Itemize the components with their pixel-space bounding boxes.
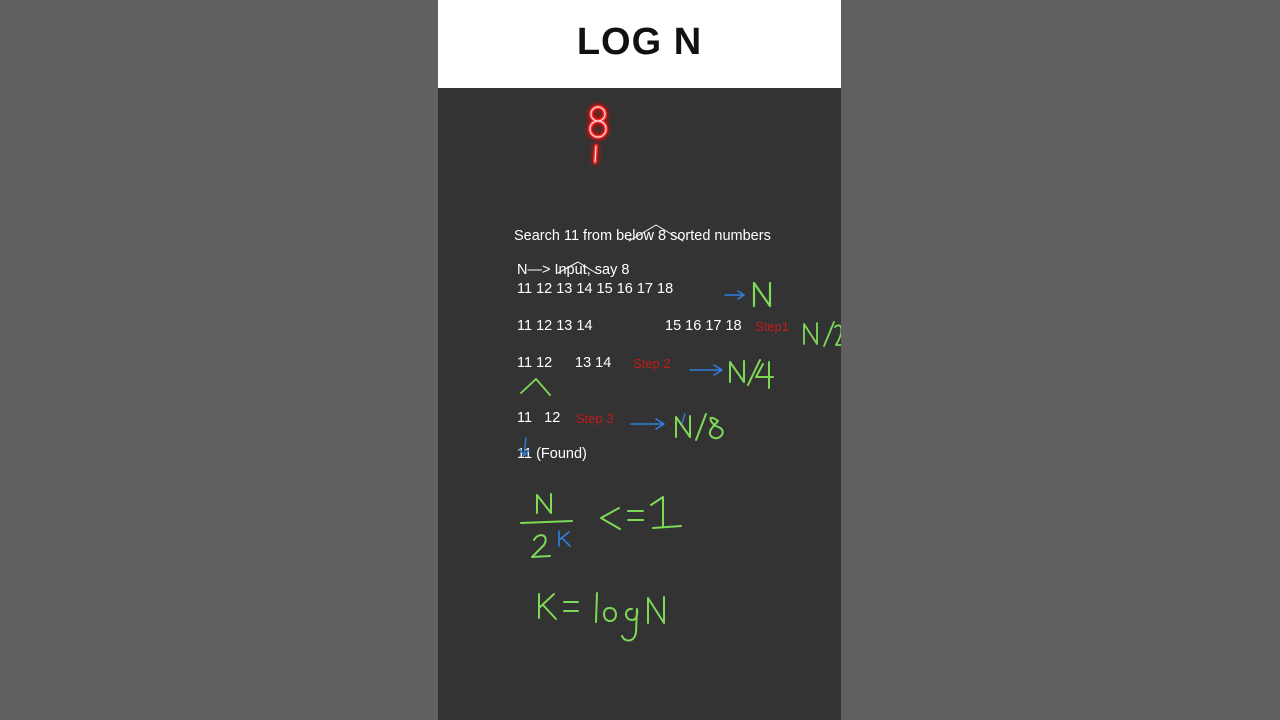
arrow-n-icon [725, 291, 744, 299]
less-equal-sign [601, 508, 643, 529]
step-2-label: Step 2 [633, 356, 671, 371]
row-eighth: 11 12 [517, 410, 561, 426]
arrow-found-icon [520, 438, 529, 456]
row-right-half: 15 16 17 18 [665, 318, 742, 334]
result-n [648, 597, 664, 623]
step-1-label: Step1 [755, 319, 789, 334]
row-quarter-b: 13 14 [575, 355, 612, 371]
title-bar [438, 0, 841, 88]
label-n [754, 283, 770, 306]
fraction-bar [521, 521, 572, 523]
label-n-over-4 [730, 360, 773, 388]
left-letterbox [0, 0, 438, 720]
video-frame [438, 0, 841, 720]
split-mark-1 [629, 225, 683, 241]
row-quarter-a: 11 12 [517, 355, 553, 371]
right-letterbox [841, 0, 1280, 720]
split-mark-3 [521, 379, 550, 395]
split-mark-2 [558, 262, 596, 273]
row-full: 11 12 13 14 15 16 17 18 [517, 281, 674, 297]
fraction-numerator-n [537, 494, 551, 513]
one-digit [651, 497, 681, 528]
row-left-half: 11 12 13 14 [517, 318, 593, 334]
row-found: 11 (Found) [517, 446, 587, 462]
label-n-over-2 [804, 322, 841, 346]
result-log [596, 593, 637, 641]
fraction-denominator [532, 535, 550, 557]
result-equals [564, 602, 578, 611]
problem-statement: Search 11 from below 8 sorted numbers [514, 228, 771, 244]
arrow-n8-icon [631, 419, 664, 429]
result-k [539, 594, 556, 619]
step-3-label: Step 3 [576, 411, 614, 426]
arrow-n4-icon [690, 365, 722, 375]
input-line: N—> Input, say 8 [517, 262, 630, 278]
page-title: LOG N [576, 21, 703, 63]
handwritten-annotations [438, 88, 841, 720]
